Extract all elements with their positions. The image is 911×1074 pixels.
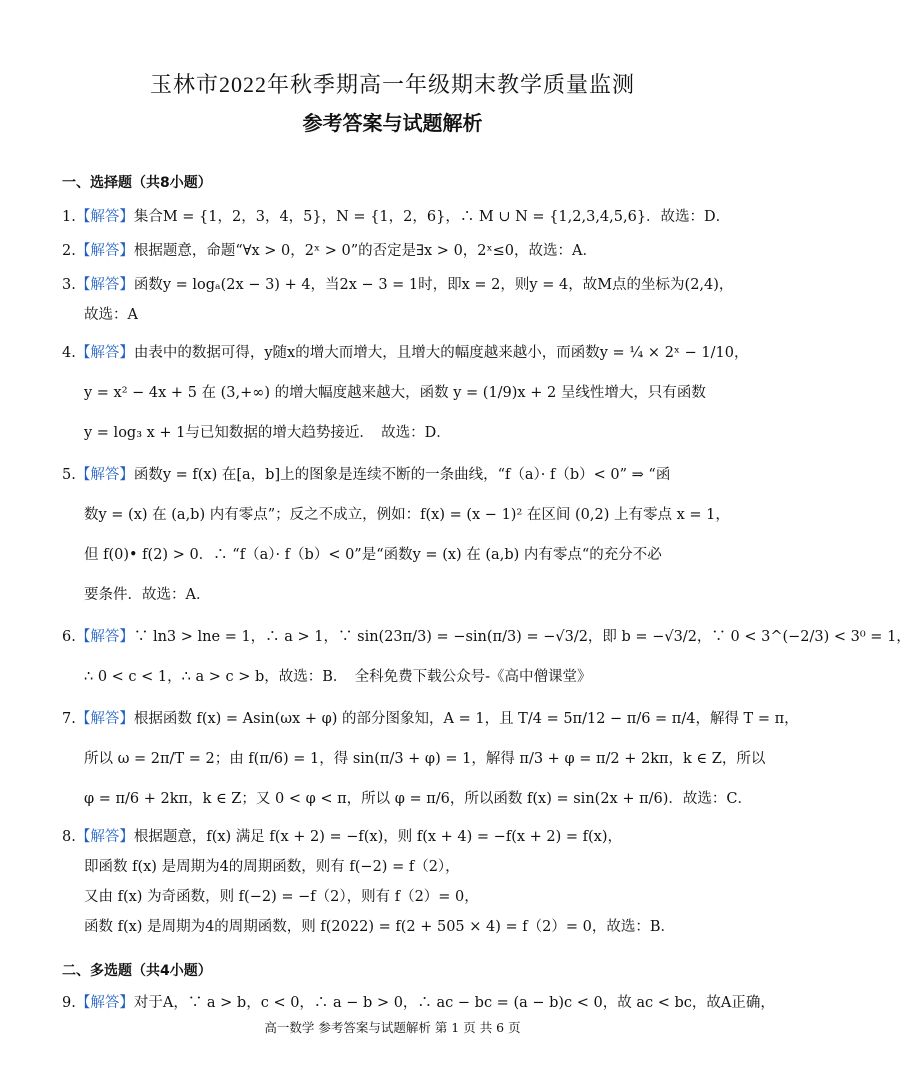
answer-line	[62, 784, 752, 814]
answer-text: 故选：A	[84, 307, 138, 323]
section-heading-single-choice: 一、选择题（共8小题）	[62, 175, 212, 191]
answer-line	[62, 580, 723, 610]
page-title: 玉林市2022年秋季期高一年级期末教学质量监测	[149, 72, 635, 97]
answer-tag: 【解答】	[75, 995, 134, 1011]
answer-text: 集合M = {1，2，3，4，5}，N = {1，2，6}，∴ M ∪ N = {1,2,3,4,5,6}．故选：D．	[133, 209, 731, 225]
answer-item	[62, 826, 723, 938]
item-number: 2.	[62, 243, 76, 259]
answer-tag: 【解答】	[75, 629, 134, 645]
answer-text: 根据题意，f(x) 满足 f(x + 2) = −f(x)，则 f(x + 4) = −f(x + 2) = f(x)，	[133, 829, 623, 845]
answer-line	[62, 378, 723, 408]
answer-line	[62, 418, 723, 448]
answer-item	[62, 460, 730, 610]
answer-line	[62, 704, 799, 734]
answer-line	[62, 886, 723, 908]
item-number: 9.	[62, 995, 76, 1011]
answer-item	[62, 704, 799, 814]
item-number: 7.	[62, 711, 76, 727]
answer-tag: 【解答】	[75, 711, 134, 727]
answer-item	[62, 338, 749, 448]
answer-text: 但 f(0)• f(2) > 0．∴ “f（a）· f（b）< 0”是“函数y = (x) 在 (a,b) 内有零点“的充分不必	[84, 547, 662, 563]
page-footer: 高一数学 参考答案与试题解析 第 1 页 共 6 页	[264, 1020, 521, 1035]
answer-text: 要条件．故选：A．	[84, 587, 211, 603]
answer-text: 对于A，∵ a > b，c < 0，∴ a − b > 0，∴ ac − bc = (a − b)c < 0，故 ac < bc，故A正确，	[133, 995, 775, 1011]
answer-text: 函数y = f(x) 在[a，b]上的图象是连续不断的一条曲线，“f（a）· f（b）< 0” ⇒ “函	[133, 467, 671, 483]
answer-text: 数y = (x) 在 (a,b) 内有零点”；反之不成立，例如：f(x) = (x − 1)² 在区间 (0,2) 上有零点 x = 1，	[84, 507, 730, 523]
answer-line	[62, 540, 723, 570]
answer-text: ∵ ln3 > lne = 1，∴ a > 1，∵ sin(23π/3) = −sin(π/3) = −√3/2，即 b = −√3/2，∵ 0 < 3^(−2/3) < 3⁰ = 1，	[133, 629, 911, 645]
answer-text: y = log₃ x + 1与已知数据的增大趋势接近． 故选：D．	[84, 425, 451, 441]
answer-line	[62, 304, 723, 326]
answer-line	[62, 662, 723, 692]
answer-item	[62, 622, 911, 692]
answer-text: 即函数 f(x) 是周期为4的周期函数，则有 f(−2) = f（2），	[84, 859, 460, 875]
answer-line	[62, 500, 730, 530]
answer-text: 根据函数 f(x) = Asin(ωx + φ) 的部分图象知，A = 1，且 T/4 = 5π/12 − π/6 = π/4，解得 T = π，	[133, 711, 799, 727]
answer-line	[62, 274, 734, 296]
section-heading-multi-choice: 二、多选题（共4小题）	[62, 963, 212, 979]
answer-tag: 【解答】	[75, 345, 134, 361]
answer-text: y = x² − 4x + 5 在 (3,+∞) 的增大幅度越来越大，函数 y = (1/9)x + 2 呈线性增大，只有函数	[84, 385, 706, 401]
answer-text: ∴ 0 < c < 1，∴ a > c > b，故选：B． 全科免费下载公众号-《高中僧课堂》	[84, 669, 592, 685]
answer-tag: 【解答】	[75, 467, 134, 483]
answer-text: 函数y = logₐ(2x − 3) + 4，当2x − 3 = 1时，即x = 2，则y = 4，故M点的坐标为(2,4)，	[133, 277, 734, 293]
answer-tag: 【解答】	[75, 277, 134, 293]
answer-line	[62, 826, 723, 848]
answer-tag: 【解答】	[75, 829, 134, 845]
item-number: 4.	[62, 345, 76, 361]
answer-tag: 【解答】	[75, 209, 134, 225]
answer-line	[62, 916, 723, 938]
answer-line	[62, 240, 723, 262]
item-number: 3.	[62, 277, 76, 293]
answer-line	[62, 338, 749, 368]
answer-text: 又由 f(x) 为奇函数，则 f(−2) = −f（2），则有 f（2）= 0，	[84, 889, 479, 905]
answer-text: 所以 ω = 2π/T = 2；由 f(π/6) = 1，得 sin(π/3 + φ) = 1，解得 π/3 + φ = π/2 + 2kπ，k ∈ Z，所以	[84, 751, 766, 767]
item-number: 8.	[62, 829, 76, 845]
answer-item	[62, 992, 775, 1014]
answer-text: 函数 f(x) 是周期为4的周期函数，则 f(2022) = f(2 + 505 × 4) = f（2）= 0，故选：B．	[84, 919, 676, 935]
answer-line	[62, 622, 911, 652]
answer-text: 由表中的数据可得，y随x的增大而增大，且增大的幅度越来越小，而函数y = ¼ × 2ˣ − 1/10，	[133, 345, 749, 361]
answer-line	[62, 992, 775, 1014]
answer-text: 根据题意，命题“∀x > 0，2ˣ > 0”的否定是∃x > 0，2ˣ≤0，故选：A．	[133, 243, 598, 259]
answer-text: φ = π/6 + 2kπ，k ∈ Z；又 0 < φ < π，所以 φ = π/6，所以函数 f(x) = sin(2x + π/6)．故选：C．	[84, 791, 752, 807]
item-number: 6.	[62, 629, 76, 645]
page-subtitle: 参考答案与试题解析	[302, 111, 483, 135]
answer-line	[62, 744, 766, 774]
answer-line	[62, 206, 731, 228]
item-number: 5.	[62, 467, 76, 483]
answer-item	[62, 274, 734, 326]
answer-item	[62, 240, 723, 262]
answer-item	[62, 206, 731, 228]
answer-line	[62, 856, 723, 878]
answer-line	[62, 460, 723, 490]
item-number: 1.	[62, 209, 76, 225]
answer-tag: 【解答】	[75, 243, 134, 259]
